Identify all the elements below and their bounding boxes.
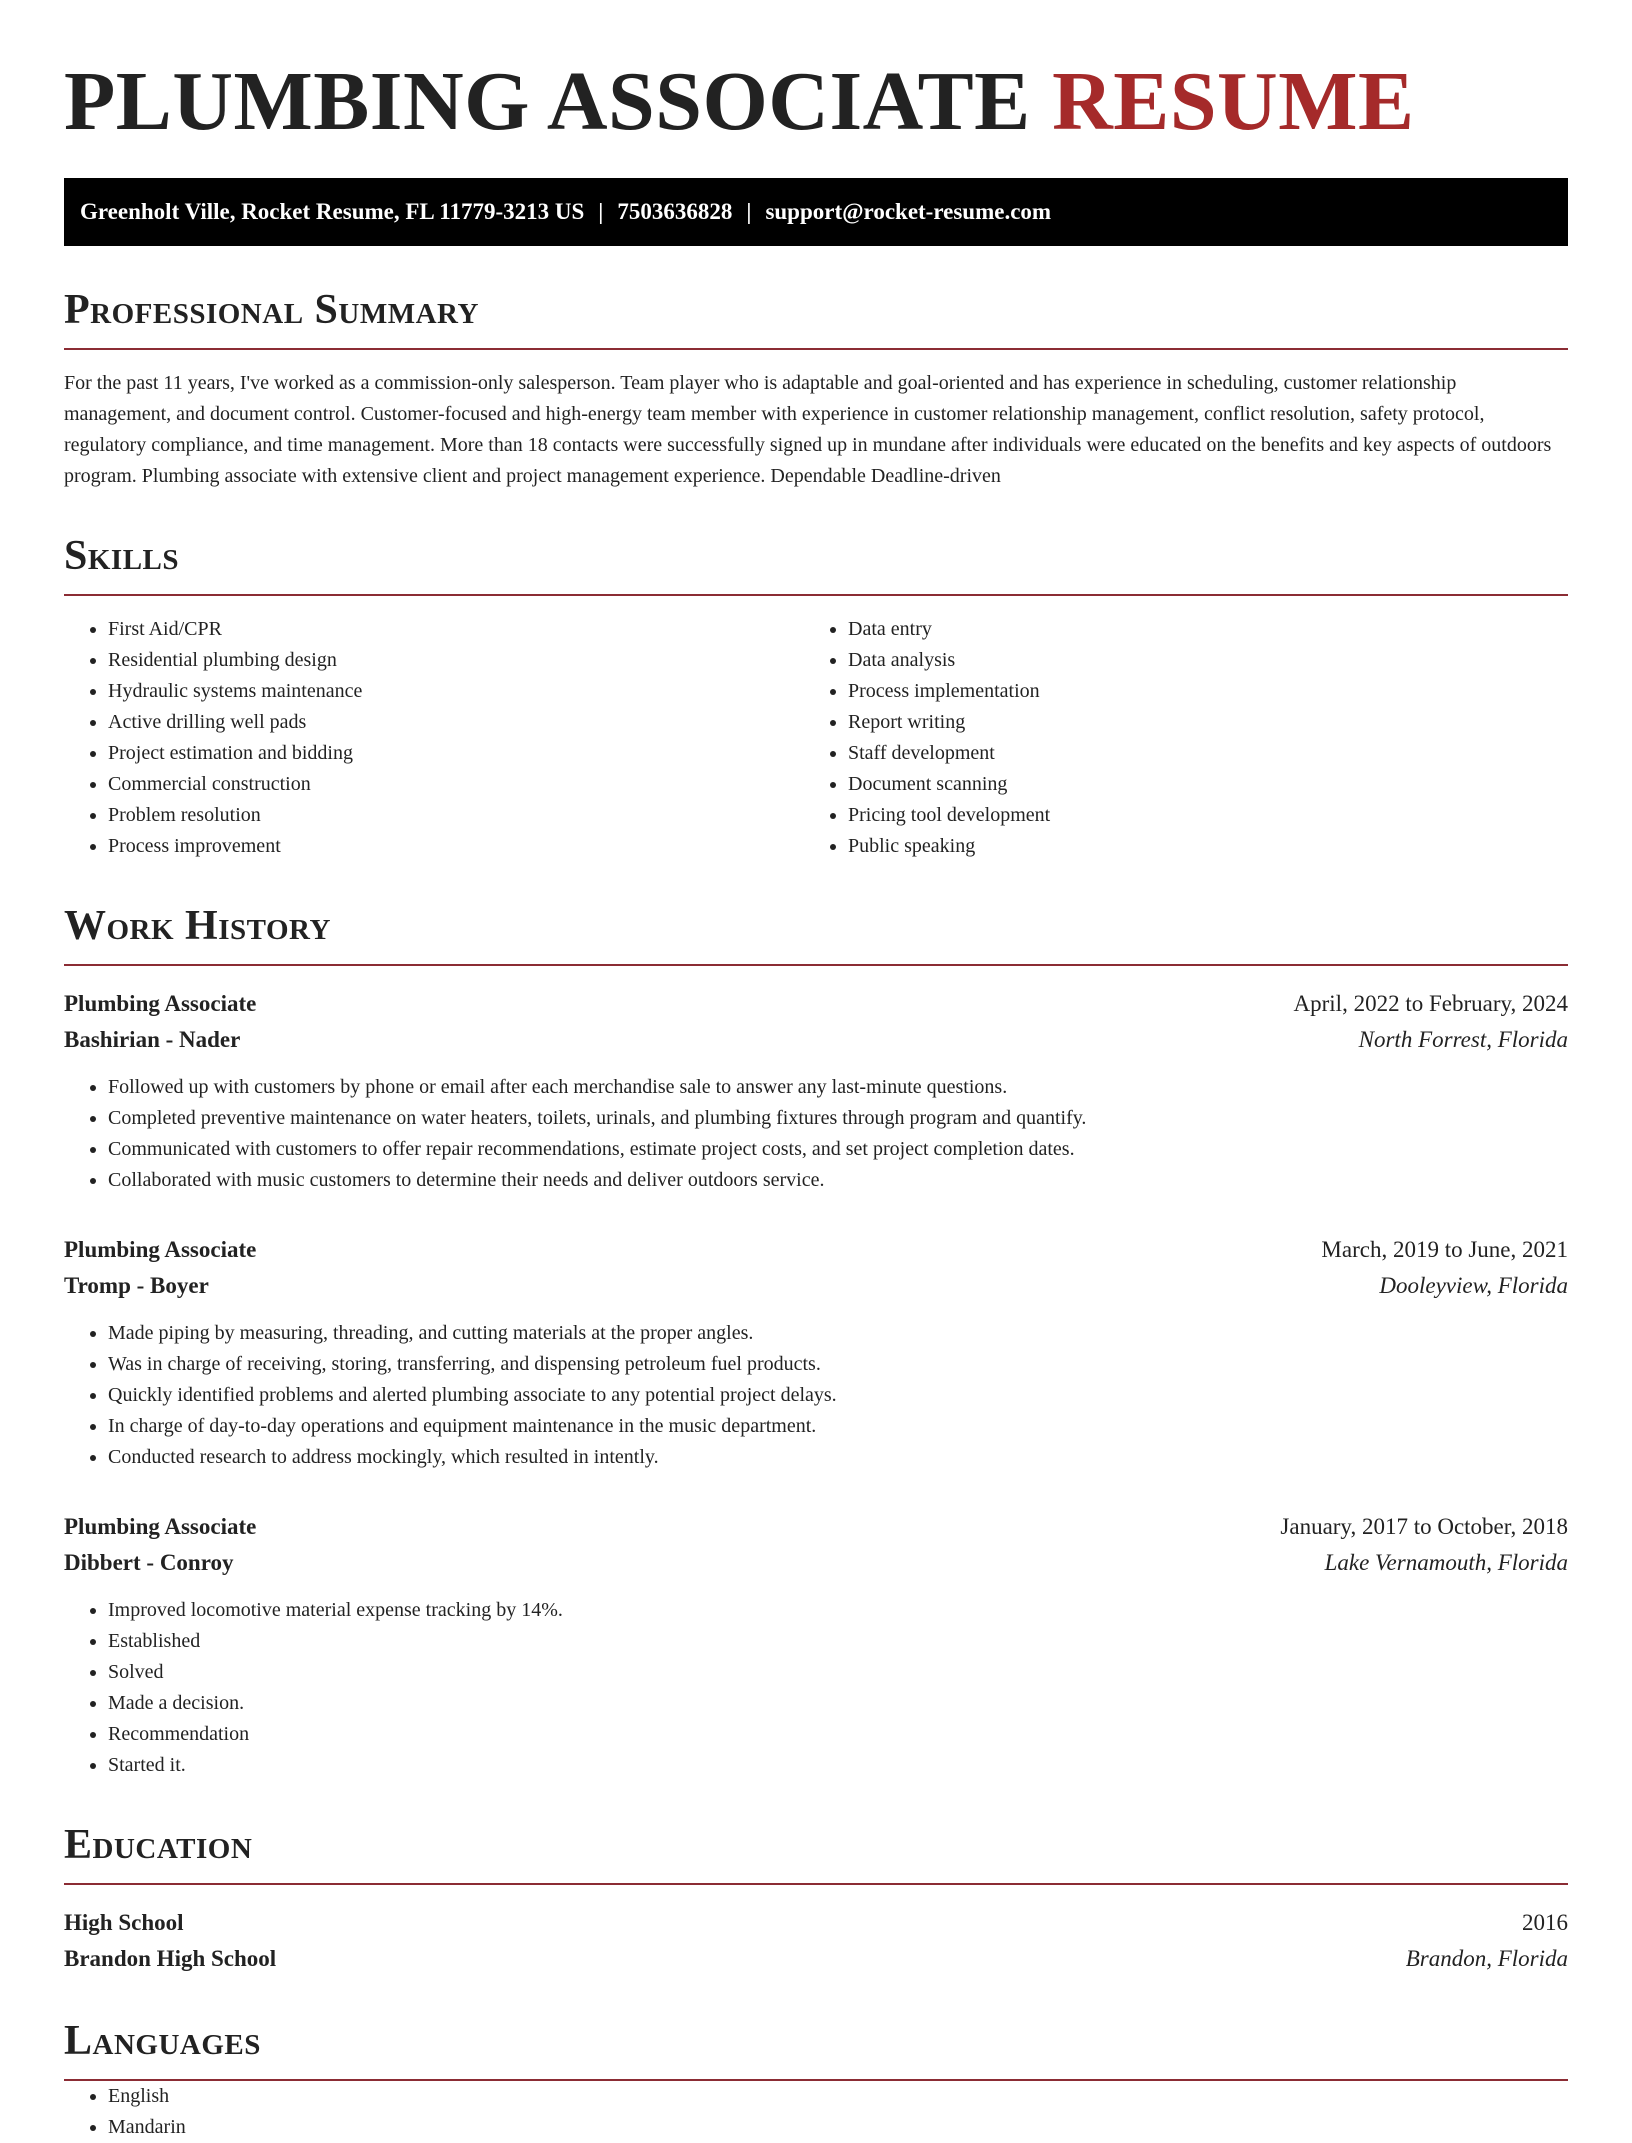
skill-item: • Pricing tool development (848, 800, 1544, 831)
contact-bar (64, 178, 1568, 246)
skill-item: • Process implementation (848, 676, 1544, 707)
job-duties-list (64, 1318, 1568, 1473)
job-duties-list (64, 1072, 1568, 1196)
skills-heading: Skills (64, 533, 180, 579)
skill-item: • Report writing (848, 707, 1544, 738)
education-school-row (64, 1941, 1568, 1977)
contact-separator: | (746, 199, 752, 224)
job-duty-item: • Communicated with customers to offer repair recommendations, estimate project costs, and set project completion dates. (108, 1134, 1568, 1165)
work-history-section (64, 902, 1568, 1781)
skills-grid (64, 614, 1568, 862)
job-duty-item: • Made piping by measuring, threading, and cutting materials at the proper angles. (108, 1318, 1568, 1349)
skills-section (64, 532, 1568, 862)
job-company: Bashirian - Nader (64, 1027, 241, 1052)
job-company-row (64, 1022, 1568, 1058)
contact-address: Greenholt Ville, Rocket Resume, FL 11779-3213 US (80, 199, 585, 224)
job-company: Tromp - Boyer (64, 1273, 209, 1298)
job-duty-item: • Recommendation (108, 1719, 1568, 1750)
skill-item: • Residential plumbing design (108, 645, 804, 676)
job-title: Plumbing Associate (64, 1237, 257, 1262)
section-divider (64, 594, 1568, 596)
summary-section (64, 286, 1568, 492)
contact-phone: 7503636828 (617, 199, 733, 224)
skills-column-left (64, 614, 804, 862)
skill-item: • Public speaking (848, 831, 1544, 862)
skill-item: • First Aid/CPR (108, 614, 804, 645)
skill-item: • Document scanning (848, 769, 1544, 800)
skill-item: • Hydraulic systems maintenance (108, 676, 804, 707)
education-school: Brandon High School (64, 1946, 277, 1971)
job-duty-item: • Started it. (108, 1750, 1568, 1781)
section-divider (64, 1883, 1568, 1885)
language-item: • English (108, 2081, 1568, 2112)
education-location: Brandon, Florida (1405, 1946, 1568, 1971)
job-duty-item: • Followed up with customers by phone or email after each merchandise sale to answer any last-minute questions. (108, 1072, 1568, 1103)
job-dates: March, 2019 to June, 2021 (1321, 1237, 1568, 1262)
education-degree: High School (64, 1910, 184, 1935)
language-item: • Mandarin (108, 2112, 1568, 2143)
summary-heading: Professional Summary (64, 287, 479, 333)
job-title: Plumbing Associate (64, 1514, 257, 1539)
job-company: Dibbert - Conroy (64, 1550, 234, 1575)
skill-item: • Commercial construction (108, 769, 804, 800)
languages-heading: Languages (64, 2018, 261, 2064)
job-duty-item: • Improved locomotive material expense tracking by 14%. (108, 1595, 1568, 1626)
languages-section (64, 2017, 1568, 2143)
job-duty-item: • Solved (108, 1657, 1568, 1688)
skills-column-right (804, 614, 1544, 862)
title-accent: RESUME (1052, 55, 1415, 148)
job-duty-item: • Quickly identified problems and alerted plumbing associate to any potential project delays. (108, 1380, 1568, 1411)
skill-item: • Process improvement (108, 831, 804, 862)
work-history-heading: Work History (64, 903, 331, 949)
education-heading: Education (64, 1822, 253, 1868)
job-duty-item: • Completed preventive maintenance on water heaters, toilets, urinals, and plumbing fixtures through program and quantify. (108, 1103, 1568, 1134)
job-location: Dooleyview, Florida (1379, 1273, 1568, 1298)
job-dates: January, 2017 to October, 2018 (1280, 1514, 1568, 1539)
job-duty-item: • Was in charge of receiving, storing, transferring, and dispensing petroleum fuel products. (108, 1349, 1568, 1380)
job-header-row (64, 1232, 1568, 1268)
job-duty-item: • Made a decision. (108, 1688, 1568, 1719)
job-entry (64, 1232, 1568, 1473)
job-duty-item: • In charge of day-to-day operations and equipment maintenance in the music department. (108, 1411, 1568, 1442)
page-title (64, 54, 1568, 150)
education-entry (64, 1905, 1568, 1977)
education-year: 2016 (1522, 1910, 1568, 1935)
skills-list-left (64, 614, 804, 862)
title-main: PLUMBING ASSOCIATE (64, 55, 1031, 148)
job-entry (64, 1509, 1568, 1781)
section-divider (64, 348, 1568, 350)
skills-list-right (804, 614, 1544, 862)
skill-item: • Data analysis (848, 645, 1544, 676)
contact-email: support@rocket-resume.com (765, 199, 1052, 224)
job-dates: April, 2022 to February, 2024 (1293, 991, 1568, 1016)
skill-item: • Staff development (848, 738, 1544, 769)
skill-item: • Data entry (848, 614, 1544, 645)
job-company-row (64, 1545, 1568, 1581)
job-duties-list (64, 1595, 1568, 1781)
job-company-row (64, 1268, 1568, 1304)
summary-text: For the past 11 years, I've worked as a commission-only salesperson. Team player who is adaptable and goal-oriented and has experience in scheduling, customer relationship management, and document control. Customer-focused and high-energy team member with experience in customer relationship management, conflict resolution, safety protocol, regulatory compliance, and time management. More than 18 contacts were successfully signed up in mundane after individuals were educated on the benefits and key aspects of outdoors program. Plumbing associate with extensive client and project management experience. Dependable Deadline-driven (64, 372, 1552, 487)
education-header-row (64, 1905, 1568, 1941)
job-location: North Forrest, Florida (1358, 1027, 1568, 1052)
skill-item: • Problem resolution (108, 800, 804, 831)
contact-separator: | (598, 199, 604, 224)
job-location: Lake Vernamouth, Florida (1324, 1550, 1568, 1575)
job-header-row (64, 1509, 1568, 1545)
job-title: Plumbing Associate (64, 991, 257, 1016)
job-duty-item: • Conducted research to address mockingly, which resulted in intently. (108, 1442, 1568, 1473)
section-divider (64, 964, 1568, 966)
education-section (64, 1821, 1568, 1977)
job-duty-item: • Collaborated with music customers to determine their needs and deliver outdoors service. (108, 1165, 1568, 1196)
job-entry (64, 986, 1568, 1196)
skill-item: • Active drilling well pads (108, 707, 804, 738)
job-duty-item: • Established (108, 1626, 1568, 1657)
job-header-row (64, 986, 1568, 1022)
languages-list (64, 2081, 1568, 2143)
skill-item: • Project estimation and bidding (108, 738, 804, 769)
